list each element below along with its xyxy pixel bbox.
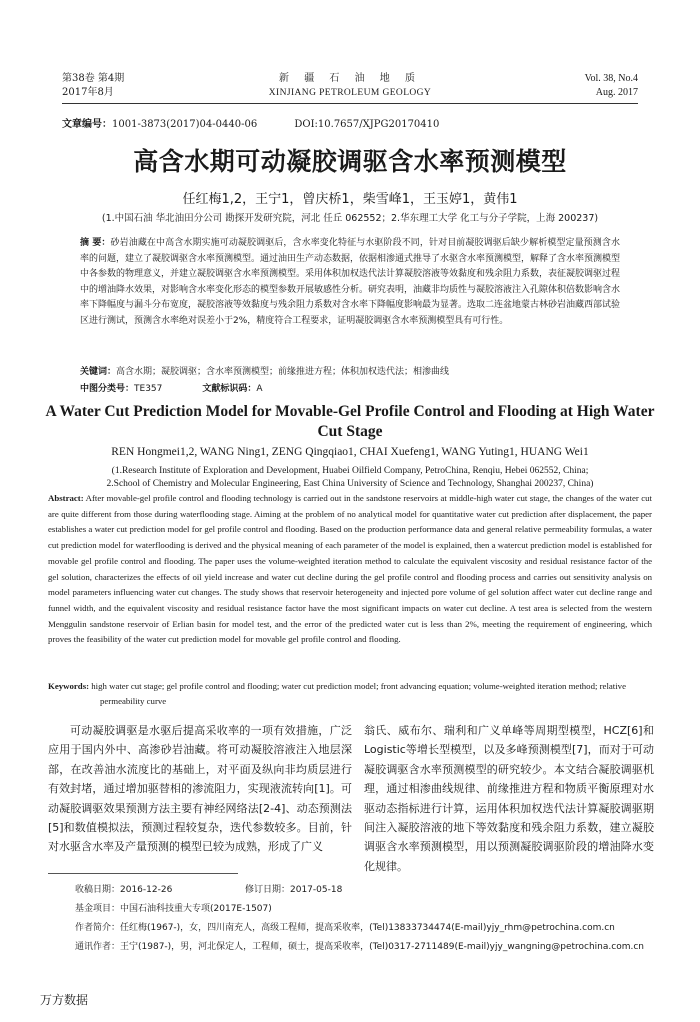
footnote-dates: [75, 884, 660, 897]
running-header: [62, 72, 638, 102]
doc-code: A: [256, 384, 263, 394]
doi: DOI:10.7657/XJPG20170410: [294, 119, 440, 130]
body-column-right: 翁氏、威布尔、瑞利和广义单峰等周期型模型，HCZ[6]和Logistic等增长型模型，以及多峰预测模型[7]，而对于可动凝胶调驱含水率预测模型的研究较少。本文结合凝胶调驱机理，通过相渗曲线规律、前缘推进方程和物质平衡原理对水驱动态指标进行计算，运用体积加权迭代法计算凝胶调驱期间注入凝胶溶液的地下等效黏度和残余阻力系数，建立凝胶调驱含水率预测模型，用以预测凝胶调驱阶段的增油降水变化规律。: [364, 724, 654, 873]
doc-code-label: 文献标识码：: [202, 384, 257, 394]
footnote-contact: 通讯作者：王宁(1987-)，男，河北保定人，工程师，硕士，提高采收率，(Tel)0317-2711489(E-mail)yjy_wangning@petrochina.com.cn: [75, 942, 645, 952]
header-center: [62, 72, 638, 100]
journal-name-cn: 新 疆 石 油 地 质: [279, 73, 421, 84]
body-column-left: 可动凝胶调驱是水驱后提高采收率的一项有效措施，广泛应用于国内外中、高渗砂岩油藏。将可动凝胶溶液注入地层深部，在改善油水流度比的基础上，对平面及纵向非均质层进行有效封堵，通过增加驱替相的渗流阻力，实现液流转向[1]。可动凝胶调驱效果预测方法主要有神经网络法[2-4]、动态预测法[5]和数值模拟法，预测过程较复杂，迭代参数较多。目前，针对水驱含水率及产量预测的模型已较为成熟，形成了广义: [48, 724, 352, 854]
footnote-fund: 基金项目：中国石油科技重大专项(2017E-1507): [75, 904, 272, 914]
abstract-cn: [80, 236, 620, 329]
article-number: 1001-3873(2017)04-0440-06: [112, 119, 258, 130]
keywords-en: [48, 679, 652, 709]
affiliation-cn: (1.中国石油 华北油田分公司 勘探开发研究院，河北 任丘 062552；2.华东理工大学 化工与分子学院，上海 200237): [101, 213, 599, 224]
keywords-en-label: Keywords:: [48, 681, 90, 691]
footnote-author: 作者简介：任红梅(1967-)，女，四川南充人，高级工程师，提高采收率，(Tel)13833734474(E-mail)yjy_rhm@petrochina.com.cn: [75, 923, 615, 933]
volume-issue-cn: 第38卷 第4期: [62, 73, 125, 84]
abstract-en-text: After movable-gel profile control and flooding technology is carried out in the sandstone reservoirs at middle-high water cut stage, the changes of the water cut are quite different from those during waterflooding stage. Aiming at the problem of no analytical model for quantitative water cut prediction after displacement, the paper establishes a water cut prediction model for gel profile control and flooding. Based on the production performance data and general relative permeability formulas, a water cut prediction model for waterflooding is derived and the physical meaning of each parameter of the model is explained, then a watercut prediction model is established for movable gel profile control and flooding. The paper uses the volume-weighted iteration method to calculate the equivalent viscosity and residual resistance factor of the gel solution, characterizes the effects of oil yield increase and water cut decline during the gel profile control and flooding process and carries out sensitivity analysis on model parameters influencing water cut changes. The study shows that reservoir heterogeneity and injected pore volume of gel solution affect water cut decline range and funnel width, and the equivalent viscosity and residual resistance factor have the most significant impacts on water cut decline. A test area is selected from the western Menggulin sandstone reservoir of Erlian basin for model test, and the error of the predicted water cut is less than 2%, meeting the requirement of engineering, which proves the feasibility of the water cut prediction model for movable gel profile control and flooding.: [48, 493, 652, 645]
watermark: 万方数据: [40, 993, 89, 1007]
footnote-rule: [48, 873, 238, 874]
clc-label: 中图分类号：: [80, 384, 135, 394]
abstract-en: [48, 491, 652, 648]
affiliation-en-2: 2.School of Chemistry and Molecular Engineering, East China University of Science and Technology, Shanghai 200237, China): [106, 479, 594, 489]
abstract-en-label: Abstract:: [48, 493, 84, 503]
authors-en: REN Hongmei1,2, WANG Ning1, ZENG Qingqiao1, CHAI Xuefeng1, WANG Yuting1, HUANG Wei1: [111, 446, 589, 458]
received-date: 收稿日期：2016-12-26: [75, 885, 173, 895]
keywords-cn-text: 高含水期；凝胶调驱；含水率预测模型；前缘推进方程；体积加权迭代法；相渗曲线: [116, 367, 450, 377]
title-cn: 高含水期可动凝胶调驱含水率预测模型: [133, 147, 567, 176]
abstract-cn-label: 摘 要：: [80, 238, 111, 248]
keywords-cn-label: 关键词：: [80, 367, 117, 377]
affiliation-en: [40, 465, 660, 491]
abstract-cn-text: 砂岩油藏在中高含水期实施可动凝胶调驱后，含水率变化特征与水驱阶段不同，针对目前凝胶调驱后缺少解析模型定量预测含水率的问题，建立了凝胶调驱含水率预测模型。通过油田生产动态数据，依据相渗通式推导了水驱含水率预测模型，解释了含水率预测模型中各参数的物理意义，并建立凝胶调驱含水率预测模型。采用体积加权迭代法计算凝胶溶液等效黏度和残余阻力系数，表征凝胶调驱过程中的增油降水效果，对影响含水率变化形态的模型参数开展敏感性分析。研究表明，油藏非均质性与凝胶溶液注入孔隙体积倍数影响含水率下降幅度与漏斗分布宽度，凝胶溶液等效黏度与残余阻力系数对含水率下降幅度影响最为显著。选取二连盆地蒙古林砂岩油藏西部试验区进行测试，预测含水率绝对误差小于2%，精度符合工程要求，证明凝胶调驱含水率预测模型具有可行性。: [80, 238, 621, 326]
revised-date: 修订日期：2017-05-18: [245, 885, 343, 895]
article-number-label: 文章编号：: [62, 119, 112, 130]
keywords-cn: [80, 364, 620, 377]
authors-cn: 任红梅1,2，王宁1，曾庆桥1，柴雪峰1，王玉婷1，黄伟1: [182, 192, 518, 207]
title-en: A Water Cut Prediction Model for Movable-Gel Profile Control and Flooding at High Water Cut Stage: [45, 403, 655, 440]
affiliation-en-1: (1.Research Institute of Exploration and Development, Huabei Oilfield Company, PetroChina, Renqiu, Hebei 062552, China;: [111, 466, 589, 476]
volume-issue-en: Vol. 38, No.4: [584, 73, 638, 84]
header-right: [585, 72, 638, 100]
journal-name-en: XINJIANG PETROLEUM GEOLOGY: [268, 88, 432, 98]
keywords-en-text: high water cut stage; gel profile control and flooding; water cut prediction model; front advancing equation; volume-weighted iteration method; relative permeability curve: [91, 681, 626, 706]
article-meta: [62, 115, 439, 130]
header-rule: [62, 103, 638, 104]
date-en: Aug. 2017: [595, 87, 638, 98]
date-cn: 2017年8月: [62, 87, 114, 98]
clc-code: TE357: [134, 384, 163, 394]
classification-cn: [80, 381, 263, 394]
